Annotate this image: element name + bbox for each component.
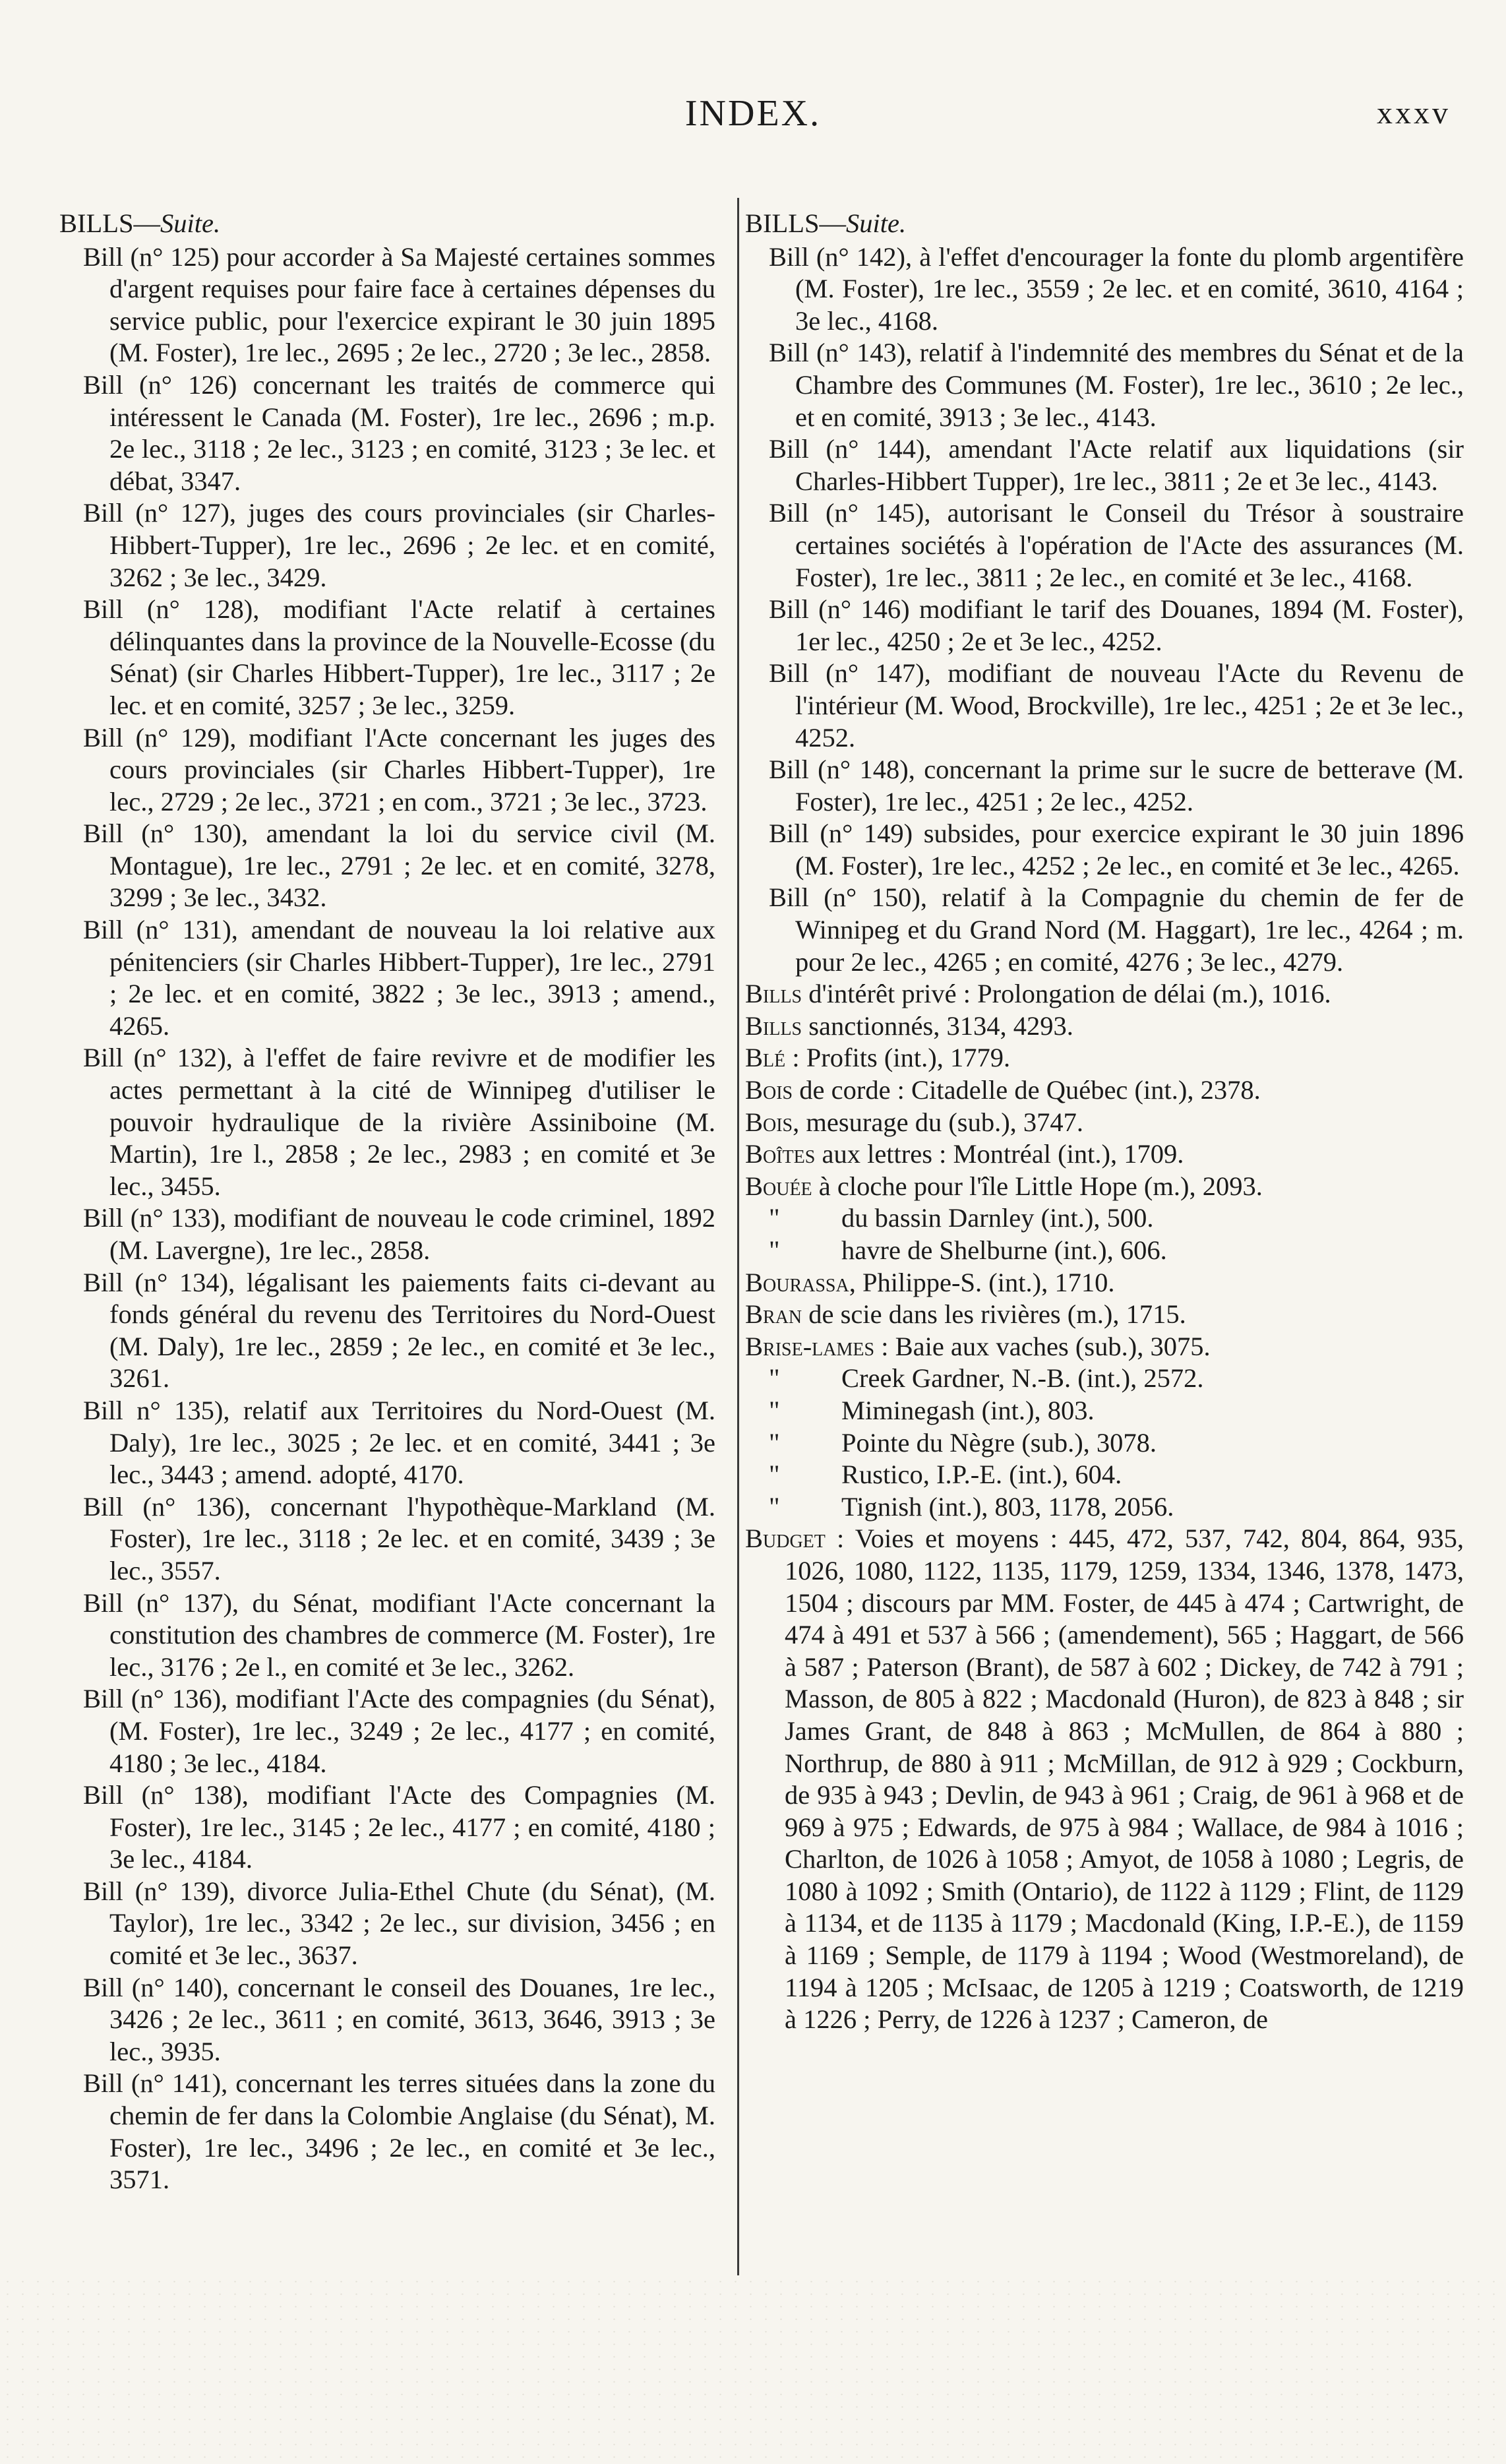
index-entry-list <box>745 978 1464 1202</box>
index-entry-head: Bills <box>745 979 802 1009</box>
bill-entry: Bill (n° 150), relatif à la Compagnie du chemin de fer de Winnipeg et du Grand Nord (M. Haggart), 1re lec., 4264 ; m. pour 2e lec., 4265 ; en comité, 4276 ; 3e lec., 4279. <box>769 882 1464 977</box>
bill-entry: Bill (n° 126) concernant les traités de commerce qui intéressent le Canada (M. Foster), 1re lec., 2696 ; m.p. 2e lec., 3118 ; 2e lec., 3123 ; en comité, 3123 ; 3e lec. et débat, 3347. <box>83 369 715 496</box>
index-entry <box>745 1267 1464 1299</box>
bill-entry: Bill (n° 131), amendant de nouveau la loi relative aux pénitenciers (sir Charles Hibbert-Tupper), 1re lec., 2791 ; 2e lec. et en comité, 3822 ; 3e lec., 3913 ; amend., 4265. <box>83 915 715 1041</box>
index-entry-list <box>745 1267 1464 1363</box>
index-entry-text: , mesurage du (sub.), 3747. <box>793 1107 1084 1137</box>
bill-entry: Bill (n° 149) subsides, pour exercice expirant le 30 juin 1896 (M. Foster), 1re lec., 4252 ; 2e lec., en comité et 3e lec., 4265. <box>769 818 1464 880</box>
ditto-mark: " <box>769 1427 780 1458</box>
index-entry-text: de scie dans les rivières (m.), 1715. <box>802 1299 1186 1330</box>
section-heading <box>745 208 1464 240</box>
index-entry <box>745 1331 1464 1363</box>
bill-entry: Bill n° 135), relatif aux Territoires du Nord-Ouest (M. Daly), 1re lec., 3025 ; 2e lec. et en comité, 3441 ; 3e lec., 3443 ; amend. adopté, 4170. <box>83 1395 715 1490</box>
index-entry-head: Bouée <box>745 1171 812 1201</box>
bill-entry: Bill (n° 147), modifiant de nouveau l'Acte du Revenu de l'intérieur (M. Wood, Brockville), 1re lec., 4251 ; 2e et 3e lec., 4252. <box>769 658 1464 753</box>
index-entry-budget <box>745 1523 1464 2036</box>
bill-entry: Bill (n° 137), du Sénat, modifiant l'Acte concernant la constitution des chambres de commerce (M. Foster), 1re lec., 3176 ; 2e l., en comité et 3e lec., 3262. <box>83 1587 715 1682</box>
index-subentry-text: Rustico, I.P.-E. (int.), 604. <box>841 1460 1122 1490</box>
ditto-mark: " <box>769 1203 780 1233</box>
bill-entry: Bill (n° 139), divorce Julia-Ethel Chute (du Sénat), (M. Taylor), 1re lec., 3342 ; 2e lec., sur division, 3456 ; en comité et 3e lec., 3637. <box>83 1876 715 1971</box>
bill-entry: Bill (n° 145), autorisant le Conseil du Trésor à soustraire certaines sociétés à l'opération de l'Acte des assurances (M. Foster), 1re lec., 3811 ; 2e lec., en comité et 3e lec., 4168. <box>769 498 1464 592</box>
index-subentry-text: havre de Shelburne (int.), 606. <box>841 1235 1167 1265</box>
section-heading-suffix: Suite. <box>846 208 907 238</box>
index-entry-text: sanctionnés, 3134, 4293. <box>802 1010 1073 1041</box>
bill-entry: Bill (n° 128), modifiant l'Acte relatif à certaines délinquantes dans la province de la Nouvelle-Ecosse (du Sénat) (sir Charles Hibbert-Tupper), 1re lec., 3117 ; 2e lec. et en comité, 3257 ; 3e lec., 3259. <box>83 594 715 720</box>
index-entry-head: Brise-lames <box>745 1331 875 1361</box>
ditto-mark: " <box>769 1235 780 1265</box>
bill-entry: Bill (n° 138), modifiant l'Acte des Compagnies (M. Foster), 1re lec., 3145 ; 2e lec., 4177 ; en comité, 4180 ; 3e lec., 4184. <box>83 1780 715 1874</box>
bill-entry: Bill (n° 132), à l'effet de faire revivre et de modifier les actes permettant à la cité de Winnipeg d'utiliser le pouvoir hydraulique de la rivière Assiniboine (M. Martin), 1re l., 2858 ; 2e lec., 2983 ; en comité et 3e lec., 3455. <box>83 1043 715 1201</box>
left-entry-list <box>59 241 715 2196</box>
page-header <box>0 92 1506 152</box>
index-entry-head: Bills <box>745 1010 802 1041</box>
index-entry-text: d'intérêt privé : Prolongation de délai (m.), 1016. <box>802 979 1331 1009</box>
brise-lames-subentry-list <box>745 1363 1464 1523</box>
index-entry-text: : Baie aux vaches (sub.), 3075. <box>874 1331 1211 1361</box>
index-entry <box>745 1042 1464 1074</box>
section-heading <box>59 208 715 240</box>
index-entry-text: de corde : Citadelle de Québec (int.), 2378. <box>793 1075 1261 1105</box>
index-entry-head: Blé <box>745 1043 786 1073</box>
bill-entry: Bill (n° 143), relatif à l'indemnité des membres du Sénat et de la Chambre des Communes (M. Foster), 1re lec., 3610 ; 2e lec., et en comité, 3913 ; 3e lec., 4143. <box>769 338 1464 432</box>
bill-entry: Bill (n° 129), modifiant l'Acte concernant les juges des cours provinciales (sir Charles Hibbert-Tupper), 1re lec., 2729 ; 2e lec., 3721 ; en com., 3721 ; 3e lec., 3723. <box>83 722 715 816</box>
section-heading-suffix: Suite. <box>160 208 221 238</box>
right-column <box>745 208 1464 2036</box>
index-entry-head: Bourassa <box>745 1267 849 1297</box>
index-subentry <box>745 1395 1464 1427</box>
ditto-mark: " <box>769 1363 780 1394</box>
index-subentry <box>745 1427 1464 1460</box>
index-entry-text: à cloche pour l'île Little Hope (m.), 2093. <box>812 1171 1263 1201</box>
bill-entry: Bill (n° 144), amendant l'Acte relatif aux liquidations (sir Charles-Hibbert Tupper), 1re lec., 3811 ; 2e et 3e lec., 4143. <box>769 434 1464 496</box>
bill-entry: Bill (n° 136), concernant l'hypothèque-Markland (M. Foster), 1re lec., 3118 ; 2e lec. et en comité, 3439 ; 3e lec., 3557. <box>83 1491 715 1586</box>
page-title: INDEX. <box>684 93 822 134</box>
index-entry-text: : Profits (int.), 1779. <box>785 1043 1011 1073</box>
bouee-subentry-list <box>745 1202 1464 1266</box>
bill-entry: Bill (n° 146) modifiant le tarif des Douanes, 1894 (M. Foster), 1er lec., 4250 ; 2e et 3e lec., 4252. <box>769 594 1464 656</box>
section-heading-word: BILLS— <box>59 208 161 238</box>
index-subentry <box>745 1459 1464 1491</box>
index-entry-text: , Philippe-S. (int.), 1710. <box>849 1267 1115 1297</box>
right-bill-list <box>745 241 1464 979</box>
index-entry <box>745 1171 1464 1203</box>
index-subentry-text: Pointe du Nègre (sub.), 3078. <box>841 1427 1157 1458</box>
bill-entry: Bill (n° 140), concernant le conseil des Douanes, 1re lec., 3426 ; 2e lec., 3611 ; en comité, 3613, 3646, 3913 ; 3e lec., 3935. <box>83 1972 715 2066</box>
index-entry <box>745 1010 1464 1043</box>
ditto-mark: " <box>769 1460 780 1490</box>
page-number: xxxv <box>1377 96 1451 131</box>
index-entry-head: Bois <box>745 1075 793 1105</box>
bill-entry: Bill (n° 136), modifiant l'Acte des compagnies (du Sénat), (M. Foster), 1re lec., 3249 ; 2e lec., 4177 ; en comité, 4180 ; 3e lec., 4184. <box>83 1684 715 1778</box>
index-subentry-text: Tignish (int.), 803, 1178, 2056. <box>841 1491 1174 1522</box>
index-entry-head: Boîtes <box>745 1139 816 1169</box>
index-entry-head: Bran <box>745 1299 802 1330</box>
index-subentry-text: Miminegash (int.), 803. <box>841 1395 1095 1425</box>
index-subentry-text: Creek Gardner, N.-B. (int.), 2572. <box>841 1363 1204 1394</box>
index-entry-text: : Voies et moyens : 445, 472, 537, 742, 804, 864, 935, 1026, 1080, 1122, 1135, 1179, 1259, 1334, 1346, 1378, 1473, 1504 ; discours par MM. Foster, de 445 à 474 ; Cartwright, de 474 à 491 et 537 à 566 ; (amendement), 565 ; Haggart, de 566 à 587 ; Paterson (Brant), de 587 à 602 ; Dickey, de 742 à 791 ; Masson, de 805 à 822 ; Macdonald (Huron), de 823 à 848 ; sir James Grant, de 848 à 863 ; McMullen, de 864 à 880 ; Northrup, de 880 à 911 ; McMillan, de 912 à 929 ; Cockburn, de 935 à 943 ; Devlin, de 943 à 961 ; Craig, de 961 à 968 et de 969 à 975 ; Edwards, de 975 à 984 ; Wallace, de 984 à 1016 ; Charlton, de 1026 à 1058 ; Amyot, de 1058 à 1080 ; Legris, de 1080 à 1092 ; Smith (Ontario), de 1122 à 1129 ; Flint, de 1129 à 1134, et de 1135 à 1179 ; Macdonald (King, I.P.-E.), de 1159 à 1169 ; Semple, de 1179 à 1194 ; Wood (Westmoreland), de 1194 à 1205 ; McIsaac, de 1205 à 1219 ; Coatsworth, de 1219 à 1226 ; Perry, de 1226 à 1237 ; Cameron, de <box>785 1524 1464 2035</box>
ditto-mark: " <box>769 1395 780 1425</box>
section-heading-word: BILLS— <box>745 208 847 238</box>
index-entry <box>745 1107 1464 1139</box>
bill-entry: Bill (n° 130), amendant la loi du service civil (M. Montague), 1re lec., 2791 ; 2e lec. et en comité, 3278, 3299 ; 3e lec., 3432. <box>83 818 715 913</box>
bill-entry: Bill (n° 134), légalisant les paiements faits ci-devant au fonds général du revenu des Territoires du Nord-Ouest (M. Daly), 1re lec., 2859 ; 2e lec., en comité et 3e lec., 3261. <box>83 1267 715 1394</box>
bill-entry: Bill (n° 148), concernant la prime sur le sucre de betterave (M. Foster), 1re lec., 4251 ; 2e lec., 4252. <box>769 755 1464 816</box>
index-entry <box>745 1074 1464 1107</box>
index-entry <box>745 1299 1464 1331</box>
bill-entry: Bill (n° 133), modifiant de nouveau le code criminel, 1892 (M. Lavergne), 1re lec., 2858. <box>83 1203 715 1265</box>
column-divider <box>737 198 739 2275</box>
bill-entry: Bill (n° 127), juges des cours provinciales (sir Charles-Hibbert-Tupper), 1re lec., 2696 ; 2e lec. et en comité, 3262 ; 3e lec., 3429. <box>83 498 715 592</box>
index-subentry <box>745 1202 1464 1235</box>
bill-entry: Bill (n° 142), à l'effet d'encourager la fonte du plomb argentifère (M. Foster), 1re lec., 3559 ; 2e lec. et en comité, 3610, 4164 ; 3e lec., 4168. <box>769 241 1464 336</box>
ditto-mark: " <box>769 1491 780 1522</box>
bill-entry: Bill (n° 125) pour accorder à Sa Majesté certaines sommes d'argent requises pour faire face à certaines dépenses du service public, pour l'exercice expirant le 30 juin 1895 (M. Foster), 1re lec., 2695 ; 2e lec., 2720 ; 3e lec., 2858. <box>83 241 715 368</box>
index-entry <box>745 1138 1464 1171</box>
index-subentry <box>745 1491 1464 1524</box>
left-column <box>59 208 715 2196</box>
index-entry-head: Bois <box>745 1107 793 1137</box>
index-subentry-text: du bassin Darnley (int.), 500. <box>841 1203 1154 1233</box>
page-speckle-texture <box>0 2275 1506 2464</box>
index-entry-head: Budget <box>745 1524 826 1554</box>
index-entry <box>745 978 1464 1010</box>
bill-entry: Bill (n° 141), concernant les terres situées dans la zone du chemin de fer dans la Colombie Anglaise (du Sénat), M. Foster), 1re lec., 3496 ; 2e lec., en comité et 3e lec., 3571. <box>83 2068 715 2195</box>
index-subentry <box>745 1235 1464 1267</box>
index-entry-text: aux lettres : Montréal (int.), 1709. <box>815 1139 1184 1169</box>
index-subentry <box>745 1363 1464 1395</box>
